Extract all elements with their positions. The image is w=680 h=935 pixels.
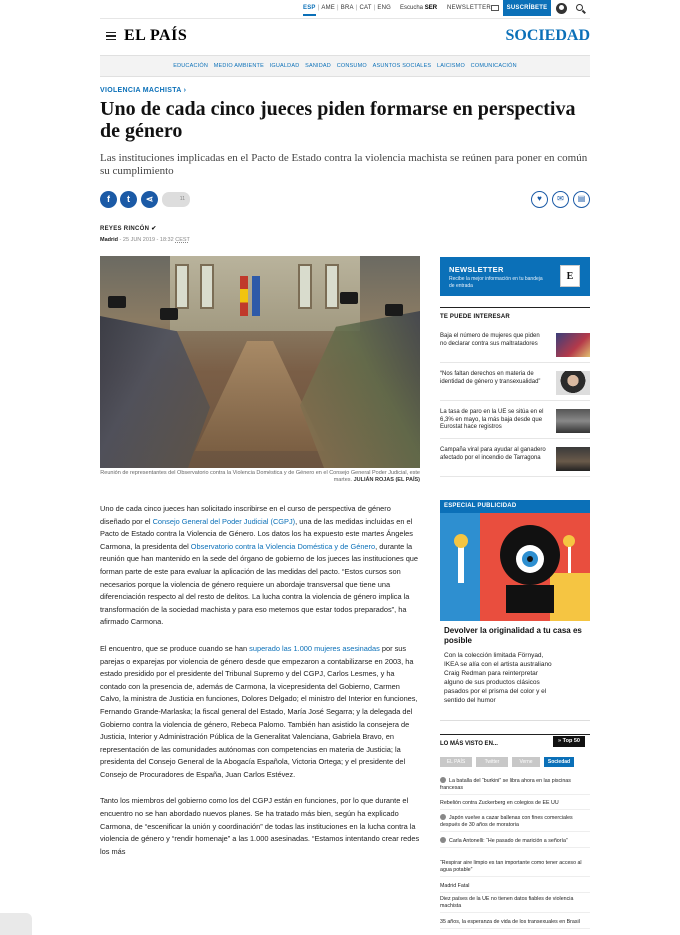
observatorio-link[interactable]: Observatorio contra la Violencia Doméstica y de Género bbox=[190, 541, 376, 551]
list-item[interactable]: La batalla del “burkini” se libra ahora en las piscinas francesas bbox=[440, 777, 590, 795]
subnav-item[interactable]: MEDIO AMBIENTE bbox=[213, 63, 264, 69]
list-item[interactable]: 35 años, la esperanza de vida de los transexuales en Brasil bbox=[440, 919, 590, 929]
listen-ser-link[interactable] bbox=[400, 5, 437, 11]
paragraph: Tanto los miembros del gobierno como los del CGPJ están en funciones, por lo que durante el encuentro no se han abordado nuevos planes. Se ha tratado más bien, según ha explicado Carmona, de “escenificar la unión y coordinación” de todas las instituciones en la lucha contra la violencia de género y “rendir homenaje” a las 1.000 asesinadas. “Estamos intentando crear redes los más bbox=[100, 796, 420, 856]
twitter-author-icon[interactable]: ✔ bbox=[151, 226, 157, 232]
list-item[interactable]: Baja el número de mujeres que piden no declarar contra sus maltratadores bbox=[440, 331, 590, 363]
list-item[interactable]: Diez países de la UE no tienen datos fiables de violencia machista bbox=[440, 896, 590, 913]
divider bbox=[440, 720, 590, 721]
search-icon[interactable] bbox=[576, 4, 583, 11]
tab-verne[interactable]: Verne bbox=[512, 757, 540, 767]
comments-count-button[interactable]: 11 bbox=[162, 192, 190, 207]
article-title: Uno de cada cinco jueces piden formarse en perspectiva de género bbox=[100, 98, 576, 142]
thumbnail[interactable] bbox=[556, 447, 590, 471]
listen-label: Escucha bbox=[400, 5, 424, 11]
newsletter-link[interactable]: NEWSLETTER bbox=[447, 5, 492, 11]
paragraph: Uno de cada cinco jueces han solicitado inscribirse en el curso de perspectiva de género diseñado por el Consejo General del Poder Judicial (CGPJ), una de las medidas incluidas en el Pacto de Estado contra la Violencia de Género. Los datos los ha expuesto este martes Ángeles Carmona, la presidenta del Observatorio contra la Violencia Doméstica y de Género, durante la reunión que han mantenido en la sede del órgano de gobierno de los jueces las instituciones que forman parte de este para evaluar la aplicación de las medidas del pacto. “Estos cursos son necesarios porque la violencia de género requiere un abordaje transversal que tiene una diferenciación respecto al del resto de delitos. La lucha contra la violencia de género implica la transformación de la sociedad machista y para eso metemos que estar todos preparados”, ha afirmado Carmona. bbox=[100, 504, 419, 627]
caption-text: Reunión de representantes del Observatorio contra la Violencia Doméstica y de Género en el Consejo General Poder Judicial, este martes. bbox=[100, 470, 420, 483]
list-item[interactable]: Madrid Fatal bbox=[440, 883, 590, 893]
site-header bbox=[100, 18, 590, 54]
most-viewed-heading: LO MÁS VISTO EN... bbox=[440, 734, 590, 747]
ad-text[interactable]: Con la colección limitada Förnyad, IKEA se alía con el artista australiano Craig Redman para reinterpretar alguno de sus productos clásicos pasados por el prisma del color y el sentido del humor bbox=[444, 652, 552, 704]
ad-image[interactable] bbox=[440, 513, 590, 621]
hamburger-menu-icon[interactable] bbox=[106, 32, 116, 40]
section-title[interactable]: SOCIEDAD bbox=[505, 27, 590, 44]
ad-title[interactable]: Devolver la originalidad a tu casa es posible bbox=[444, 626, 582, 645]
thumbnail[interactable] bbox=[556, 333, 590, 357]
article-photo bbox=[100, 256, 420, 468]
newsletter-box[interactable] bbox=[440, 257, 590, 296]
asesinadas-link[interactable]: superado las 1.000 mujeres asesinadas bbox=[249, 643, 380, 653]
cgpj-link[interactable]: Consejo General del Poder Judicial (CGPJ) bbox=[152, 516, 296, 526]
tab-elpais[interactable]: EL PAÍS bbox=[440, 757, 472, 767]
lang-ame[interactable]: AME bbox=[321, 5, 335, 11]
list-item[interactable]: Campaña viral para ayudar al ganadero afectado por el incendio de Tarragona bbox=[440, 445, 590, 477]
section-subnav bbox=[100, 55, 590, 77]
photo-caption bbox=[100, 470, 420, 484]
ser-brand: SER bbox=[424, 5, 438, 11]
lang-cat[interactable]: CAT bbox=[359, 5, 372, 11]
dateline-city: Madrid bbox=[100, 237, 119, 243]
video-icon bbox=[440, 837, 446, 843]
paragraph: El encuentro, que se produce cuando se han superado las 1.000 mujeres asesinadas por sus parejas o exparejas por violencia de género desde que empezaron a contabilizarse en 2003, ha estado presidido por el presidente del Tribunal Supremo y del CGPJ, Carlos Lesmes, y ha contado con la presencia de, además de Carmona, la vicepresidenta del Gobierno, Carmen Calvo, la ministra de Justicia en funciones, Dolores Delgado; el ministro del Interior en funciones, Fernando Grande-Marlaska; la fiscal general del Estado, María José Segarra; y la delegada del Gobierno contra la violencia de género, Rebeca Palomo. También han asistido la consejera de Justicia, Interior y Administración Pública de la Generalitat Valenciana, Gabriela Bravo, en representación de las comunidades autónomas con competencias en materia de Justicia; la presidenta del Consejo General de la Abogacía Española, Victoria Ortega; y el presidente del Consejo de Procuradores de España, Juan Carlos Estévez. bbox=[100, 643, 418, 779]
lang-bra[interactable]: BRA bbox=[340, 5, 354, 11]
newsletter-title: NEWSLETTER bbox=[449, 265, 504, 274]
more-share-icon[interactable]: ⋖ bbox=[141, 191, 158, 208]
subnav-item[interactable]: EDUCACIÓN bbox=[173, 63, 209, 69]
site-logo[interactable]: EL PAÍS bbox=[124, 27, 188, 44]
email-share-icon[interactable]: ✉ bbox=[552, 191, 569, 208]
top50-button[interactable]: » Top 50 bbox=[553, 736, 585, 747]
subnav-item[interactable]: CONSUMO bbox=[336, 63, 367, 69]
list-item[interactable]: La tasa de paro en la UE se sitúa en el 6,3% en mayo, la más baja desde que Eurostat hace registros bbox=[440, 407, 590, 439]
dateline: Madrid - 25 JUN 2019 - 18:32 CEST bbox=[100, 237, 190, 243]
tab-sociedad[interactable]: Sociedad bbox=[544, 757, 574, 767]
lang-eng[interactable]: ENG bbox=[377, 5, 391, 11]
subnav-item[interactable]: IGUALDAD bbox=[269, 63, 300, 69]
photo-credit: JULIÁN ROJAS (EL PAÍS) bbox=[353, 477, 420, 483]
list-item[interactable]: Carla Antonelli: “He pasado de marición a señoría” bbox=[440, 837, 590, 848]
newsletter-logo-icon: E bbox=[560, 265, 580, 287]
video-icon bbox=[440, 777, 446, 783]
favorite-icon[interactable]: ♥ bbox=[531, 191, 548, 208]
top-bar bbox=[0, 0, 680, 18]
subnav-item[interactable]: LAICISMO bbox=[437, 63, 465, 69]
article-subtitle: Las instituciones implicadas en el Pacto de Estado contra la violencia machista se reúnen para poner en común su cumplimiento bbox=[100, 152, 588, 177]
list-item[interactable]: Rebelión contra Zuckerberg en colegios de EE UU bbox=[440, 800, 590, 810]
article-kicker[interactable]: VIOLENCIA MACHISTA › bbox=[100, 87, 187, 94]
language-selector: ESP | AME | BRA | CAT | ENG bbox=[303, 5, 391, 11]
subnav-item[interactable]: SANIDAD bbox=[305, 63, 331, 69]
thumbnail[interactable] bbox=[556, 409, 590, 433]
mail-icon[interactable] bbox=[491, 5, 499, 11]
subnav-item[interactable]: ASUNTOS SOCIALES bbox=[372, 63, 432, 69]
author-byline[interactable] bbox=[100, 225, 157, 232]
te-puede-interesar-heading: TE PUEDE INTERESAR bbox=[440, 307, 590, 320]
author-name[interactable]: REYES RINCÓN bbox=[100, 226, 150, 232]
facebook-share-icon[interactable]: f bbox=[100, 191, 117, 208]
dateline-date: 25 JUN 2019 - 18:32 bbox=[122, 237, 174, 243]
newsletter-desc: Recibe la mejor información en tu bandeja de entrada bbox=[449, 276, 543, 289]
print-icon[interactable]: ▤ bbox=[573, 191, 590, 208]
video-icon bbox=[440, 814, 446, 820]
thumbnail[interactable] bbox=[556, 371, 590, 395]
ad-heading: ESPECIAL PUBLICIDAD bbox=[440, 500, 590, 513]
tab-twitter[interactable]: Twitter bbox=[476, 757, 508, 767]
user-icon[interactable] bbox=[556, 3, 567, 14]
list-item[interactable]: “Respirar aire limpio es tan importante como tener acceso al agua potable” bbox=[440, 860, 590, 877]
list-item[interactable]: “Nos faltan derechos en materia de identidad de género y transexualidad” bbox=[440, 369, 590, 401]
lang-esp[interactable]: ESP bbox=[303, 5, 316, 16]
twitter-share-icon[interactable]: t bbox=[120, 191, 137, 208]
subnav-item[interactable]: COMUNICACIÓN bbox=[470, 63, 517, 69]
scroll-to-top-tab[interactable] bbox=[0, 913, 32, 935]
dateline-tz: CEST bbox=[175, 237, 190, 243]
article-body bbox=[100, 503, 420, 872]
list-item[interactable]: Japón vuelve a cazar ballenas con fines comerciales después de 30 años de moratoria bbox=[440, 814, 590, 832]
subscribe-button[interactable]: SUSCRÍBETE bbox=[503, 0, 551, 16]
